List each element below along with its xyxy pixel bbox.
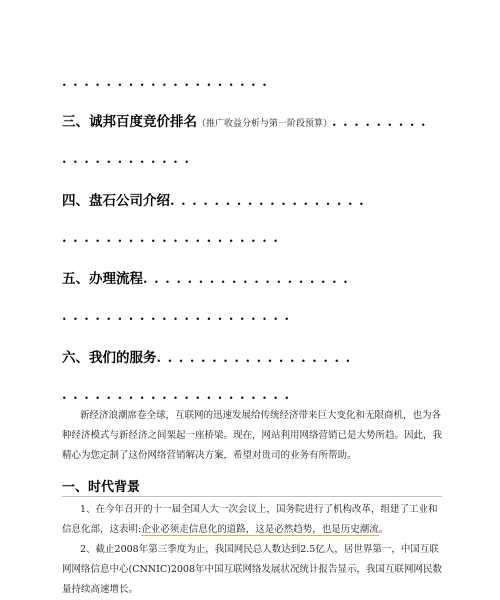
toc-entry-6[interactable] — [62, 349, 357, 366]
toc-dots-3-continued: ............ — [62, 152, 196, 167]
toc-dots-6: .................. — [156, 351, 357, 366]
toc-dots-4: .................. — [170, 194, 371, 209]
toc-title-5: 五、办理流程 — [62, 271, 143, 287]
toc-title-3: 三、诚邦百度竞价排名 — [62, 114, 197, 130]
toc-entry-3[interactable] — [62, 113, 432, 130]
toc-dots-3: ......... — [332, 115, 433, 130]
toc-entry-5[interactable] — [62, 270, 354, 287]
toc-entry-4[interactable] — [62, 192, 370, 209]
toc-title-4: 四、盘石公司介绍 — [62, 193, 170, 209]
toc-dots-4-continued: .................... — [62, 231, 285, 246]
toc-leader-dots: ................... — [62, 75, 274, 90]
item1-suffix: 。 — [378, 524, 389, 535]
item1-prefix: 1、在今年召开的十一届全国人大一次会议上，国务院进行了机构改革，组建了工业和信息化部，这表明: — [62, 504, 438, 535]
toc-title-6: 六、我们的服务 — [62, 350, 157, 366]
toc-dots-5: ................... — [143, 272, 355, 287]
section-heading: 一、时代背景 — [62, 476, 442, 497]
background-item-1 — [62, 500, 446, 540]
toc-note-3: （推广收益分析与第一阶段预算） — [197, 119, 333, 129]
intro-paragraph: 新经济浪潮席卷全球，互联网的迅速发展给传统经济带来巨大变化和无限商机，也为各种经济模式与新经济之间架起一座桥梁。现在，网站利用网络营销已是大势所趋。因此，我精心为您定制了这份网络营销解决方案，希望对贵司的业务有所帮助。 — [62, 410, 443, 461]
toc-dots-6-continued: ..................... — [62, 388, 296, 403]
background-item-2: 2、截止2008年第三季度为止，我国网民总人数达到2.5亿人，居世界第一，中国互联网网络信息中心(CNNIC)2008年中国互联网络发展状况统计报告显示，我国互联网网民数量持续高速增长。 — [62, 544, 443, 595]
item1-underlined: 企业必须走信息化的道路，这是必然趋势，也是历史潮流 — [141, 524, 379, 535]
toc-dots-5-continued: ..................... — [62, 309, 296, 324]
